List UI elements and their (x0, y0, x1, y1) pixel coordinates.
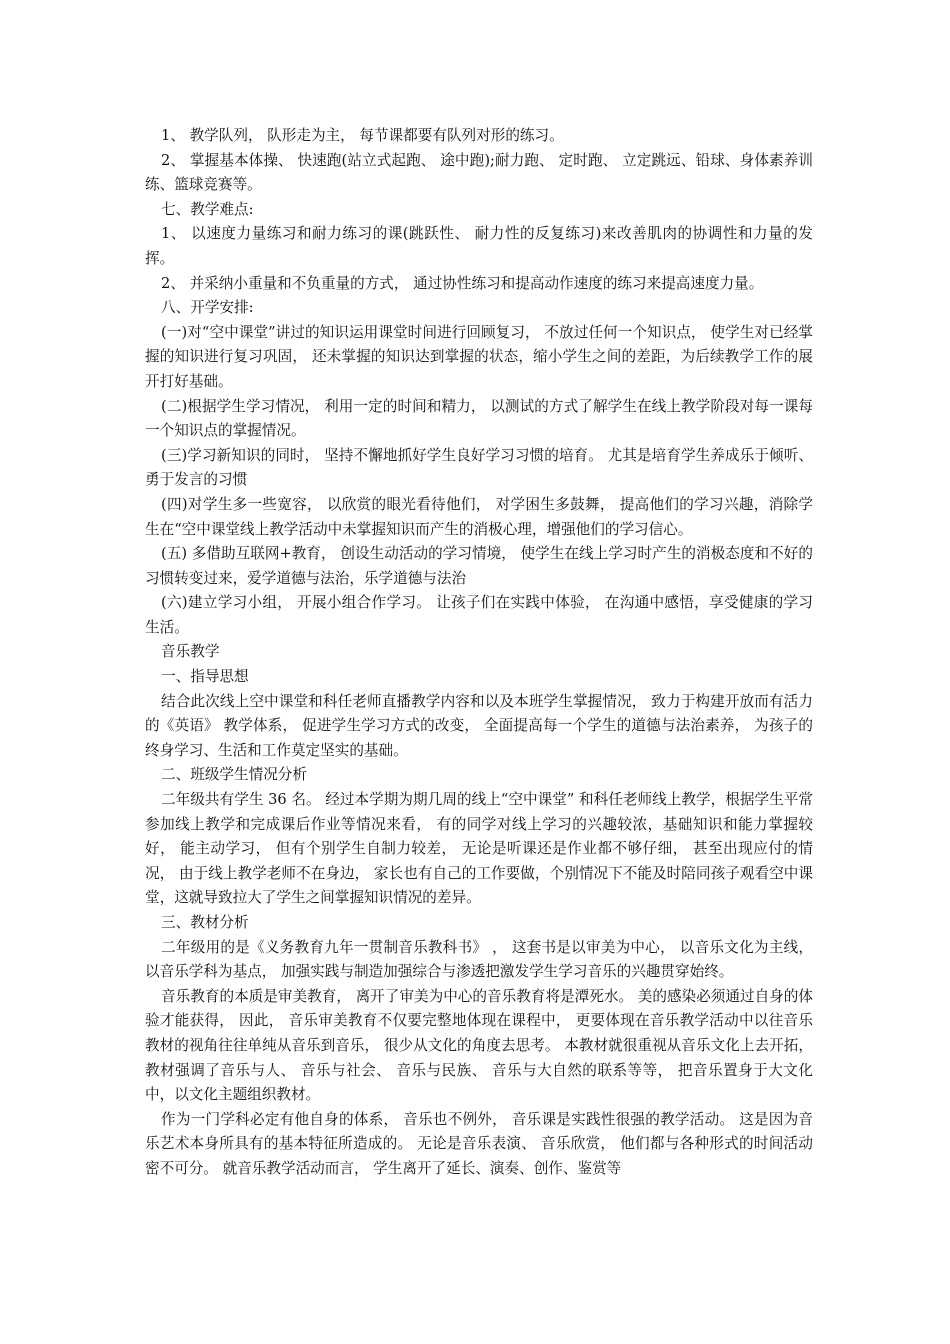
paragraph: 2、 掌握基本体操、 快速跑(站立式起跑、 途中跑);耐力跑、 定时跑、 立定跳远、铅球、身体素养训练、篮球竞赛等。 (145, 151, 813, 194)
section-heading: 七、教学难点: (161, 200, 254, 218)
paragraph: (六)建立学习小组， 开展小组合作学习。 让孩子们在实践中体验， 在沟通中感悟，享受健康的学习生活。 (145, 594, 813, 636)
paragraph: 二年级共有学生 36 名。 经过本学期为期几周的线上“空中课堂” 和科任老师线上教学，根据学生平常参加线上教学和完成课后作业等情况来看， 有的同学对线上学习的兴趣较浓，基础知识和能力掌握较好， 能主动学习， 但有个别学生自制力较差， 无论是听课还是作业都不够仔细， 甚至出现应付的情况， 由于线上教学老师不在身边， 家长也有自己的工作要做，个别情况下不能及时陪同孩子观看空中课堂，这就导致拉大了学生之间掌握知识情况的差异。 (145, 791, 813, 907)
paragraph: 作为一门学科必定有他自身的体系， 音乐也不例外， 音乐课是实践性很强的教学活动。 这是因为音乐艺术本身所具有的基本特征所造成的。 无论是音乐表演、 音乐欣赏， 他们都与各种形式的时间活动密不可分。 就音乐教学活动而言， 学生离开了延长、演奏、创作、鉴赏等 (145, 1110, 813, 1177)
paragraph: 音乐教育的本质是审美教育， 离开了审美为中心的音乐教育将是潭死水。 美的感染必须通过自身的体验才能获得， 因此， 音乐审美教育不仅要完整地体现在课程中， 更要体现在音乐教学活动中以往音乐教材的视角往往单纯从音乐到音乐， 很少从文化的角度去思考。 本教材就很重视从音乐文化上去开拓， 教材强调了音乐与人、 音乐与社会、 音乐与民族、 音乐与大自然的联系等等， 把音乐置身于大文化中，以文化主题组织教材。 (145, 987, 813, 1104)
paragraph: (五) 多借助互联网+教育， 创设生动活动的学习情境， 使学生在线上学习时产生的消极态度和不好的习惯转变过来，爱学道德与法治，乐学道德与法治 (145, 545, 813, 587)
section-heading: 二、班级学生情况分析 (161, 766, 307, 784)
paragraph: (二)根据学生学习情况， 利用一定的时间和精力， 以测试的方式了解学生在线上教学阶段对每一课每一个知识点的掌握情况。 (145, 397, 813, 440)
paragraph: 1、 以速度力量练习和耐力练习的课(跳跃性、 耐力性的反复练习)来改善肌肉的协调性和力量的发挥。 (145, 225, 813, 267)
paragraph: (一)对“空中课堂”讲过的知识运用课堂时间进行回顾复习， 不放过任何一个知识点， 使学生对已经掌握的知识进行复习巩固， 还未掌握的知识达到掌握的状态，缩小学生之间的差距，为后续教学工作的展开打好基础。 (145, 323, 813, 390)
document-body (145, 124, 813, 1182)
paragraph: 2、 并采纳小重量和不负重量的方式， 通过协性练习和提高动作速度的练习来提高速度力量。 (161, 274, 764, 292)
section-heading: 三、教材分析 (161, 914, 249, 931)
section-title: 音乐教学 (161, 643, 220, 661)
paragraph: 1、 教学队列， 队形走为主， 每节课都要有队列对形的练习。 (161, 127, 564, 144)
paragraph: (三)学习新知识的同时， 坚持不懈地抓好学生良好学习习惯的培育。 尤其是培育学生养成乐于倾听、勇于发言的习惯 (145, 446, 813, 489)
paragraph: 二年级用的是《义务教育九年一贯制音乐教科书》 ， 这套书是以审美为中心， 以音乐文化为主线， 以音乐学科为基点， 加强实践与制造加强综合与渗透把激发学生学习音乐的兴趣贯穿始终。 (145, 938, 813, 981)
paragraph: (四)对学生多一些宽容， 以欣赏的眼光看待他们， 对学困生多鼓舞， 提高他们的学习兴趣，消除学生在“空中课堂线上教学活动中未掌握知识而产生的消极心理，增强他们的学习信心。 (145, 495, 813, 538)
section-heading: 八、开学安排: (161, 299, 254, 317)
paragraph: 结合此次线上空中课堂和科任老师直播教学内容和以及本班学生掌握情况， 致力于构建开放而有活力的《英语》 教学体系， 促进学生学习方式的改变， 全面提高每一个学生的道德与法治素养， 为孩子的终身学习、生活和工作莫定坚实的基础。 (145, 692, 813, 759)
section-heading: 一、指导思想 (161, 668, 249, 686)
